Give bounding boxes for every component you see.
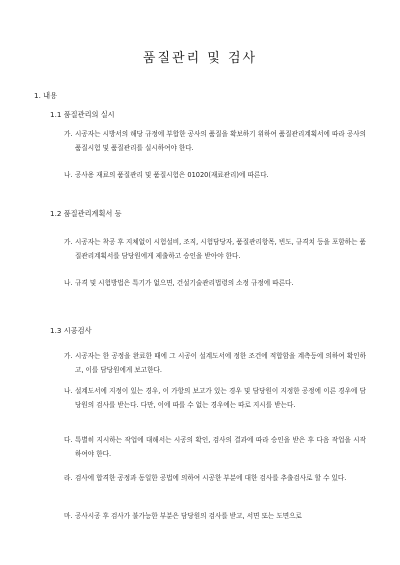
subsection-heading-1-3 [50,326,92,336]
subsection-number: 1.2 [50,209,62,218]
section-number: 1. [34,91,41,100]
subsection-heading-1-2 [50,209,122,219]
item-text: 규격 및 시험방법은 특기가 없으면, 건설기술관리법령의 소정 규정에 따른다. [75,279,294,287]
item-marker: 나. [64,279,73,287]
item-marker: 라. [64,474,73,482]
item-text: 공사시공 후 검사가 불가능한 부분은 담당원의 검사를 받고, 서면 또는 도면으로 [75,512,302,520]
list-item [64,471,366,485]
item-text: 공사용 재료의 품질관리 및 품질시험은 01020(재료관리)에 따른다. [75,171,269,179]
list-item [64,168,366,182]
item-marker: 가. [64,352,73,360]
list-item [64,276,366,290]
item-marker: 마. [64,512,73,520]
subsection-label: 품질관리계획서 등 [63,209,122,218]
list-item [64,235,366,263]
subsection-label: 시공검사 [63,326,92,335]
subsection-label: 품질관리의 실시 [63,110,115,119]
item-text: 검사에 합격한 공정과 동일한 공법에 의하여 시공한 부분에 대한 검사를 추출검사로 할 수 있다. [75,474,347,482]
section-label: 내용 [43,91,58,100]
list-item [64,127,366,155]
item-marker: 나. [64,387,73,395]
page-title: 품질관리 및 검사 [142,51,258,66]
item-marker: 가. [64,130,73,138]
list-item [64,509,366,523]
list-item [64,433,366,461]
item-text: 특별히 지시하는 작업에 대해서는 시공의 확인, 검사의 결과에 따라 승인을 받은 후 다음 작업을 시작하여야 한다. [75,436,366,458]
subsection-heading-1-1 [50,110,115,120]
list-item [64,384,366,412]
subsection-number: 1.1 [50,110,62,119]
item-text: 설계도서에 지정이 있는 경우, 이 가항의 보고가 있는 경우 및 담당원이 지정한 공정에 이른 경우에 담당원의 검사를 받는다. 다만, 이에 따를 수 없는 경우에는 따로 지시를 받는다. [75,387,366,409]
subsection-number: 1.3 [50,326,62,335]
item-text: 시공자는 시방서의 해당 규정에 부합한 공사의 품질을 확보하기 위하여 품질관리계획서에 따라 공사의 품질시험 및 품질관리를 실시하여야 한다. [75,130,366,152]
item-text: 시공자는 한 공정을 완료한 때에 그 시공이 설계도서에 정한 조건에 적합함을 계측등에 의하여 확인하고, 이를 담당원에게 보고한다. [75,352,366,374]
item-marker: 나. [64,171,73,179]
item-text: 시공자는 착공 후 지체없이 시험설비, 조직, 시험담당자, 품질관리항목, 빈도, 규격치 등을 포함하는 품질관리계획서를 담당원에게 제출하고 승인을 받아야 한다. [75,238,366,260]
list-item [64,349,366,377]
item-marker: 다. [64,436,73,444]
item-marker: 가. [64,238,73,246]
section-heading [34,91,57,101]
